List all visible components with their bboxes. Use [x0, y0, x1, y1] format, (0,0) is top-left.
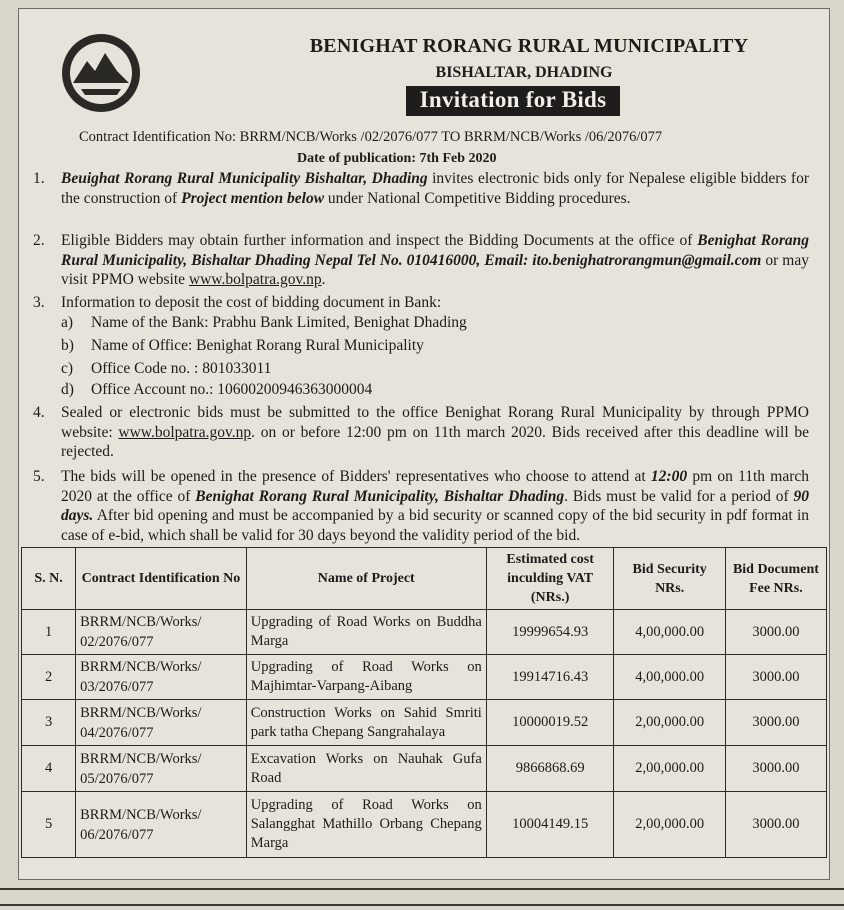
col-header-bid-security: Bid Security NRs. — [614, 548, 725, 610]
bids-table — [21, 547, 827, 858]
cell-document-fee: 3000.00 — [725, 610, 826, 655]
cell-project: Construction Works on Sahid Smriti park tatha Chepang Sangrahalaya — [246, 700, 486, 746]
opening-time: 12:00 — [650, 468, 688, 485]
paragraph-3 — [33, 293, 809, 313]
item-label: a) — [61, 314, 74, 331]
notice-header — [159, 35, 819, 116]
item-label: b) — [61, 337, 74, 354]
col-header-project: Name of Project — [246, 548, 486, 610]
paragraph-text: After bid opening and must be accompanied by a bid security or scanned copy of the bid security in pdf format in case of e-bid, which shall be valid for 30 days beyond the validity period of the bid. — [61, 507, 809, 544]
publication-date: Date of publication: 7th Feb 2020 — [297, 151, 497, 166]
government-emblem-icon — [59, 31, 143, 115]
cell-document-fee: 3000.00 — [725, 792, 826, 858]
cell-contract-id: BRRM/NCB/Works/ 02/2076/077 — [76, 610, 247, 655]
cell-sn: 4 — [22, 746, 76, 792]
cell-document-fee: 3000.00 — [725, 746, 826, 792]
municipality-title: BENIGHAT RORANG RURAL MUNICIPALITY — [309, 35, 749, 57]
cell-sn: 5 — [22, 792, 76, 858]
paragraph-text: under National Competitive Bidding procedures. — [324, 189, 631, 207]
cell-project: Upgrading of Road Works on Majhimtar-Varpang-Aibang — [246, 655, 486, 700]
website-link[interactable]: www.bolpatra.gov.np — [118, 423, 252, 441]
paragraph-text: Information to deposit the cost of bidding document in Bank: — [61, 294, 442, 311]
cell-estimated-cost: 10000019.52 — [486, 700, 614, 746]
cell-estimated-cost: 9866868.69 — [486, 746, 614, 792]
website-link[interactable]: www.bolpatra.gov.np — [188, 271, 322, 288]
table-row — [22, 655, 827, 700]
municipality-location: BISHALTAR, DHADING — [435, 64, 613, 81]
bank-detail-item — [61, 360, 271, 378]
cell-estimated-cost: 19999654.93 — [486, 610, 614, 655]
cell-sn: 3 — [22, 700, 76, 746]
col-header-document-fee: Bid Document Fee NRs. — [725, 548, 826, 610]
cell-bid-security: 4,00,000.00 — [614, 655, 725, 700]
paragraph-text: . — [321, 271, 326, 288]
cell-estimated-cost: 10004149.15 — [486, 792, 614, 858]
table-row — [22, 746, 827, 792]
project-reference: Project mention below — [181, 189, 325, 207]
table-row — [22, 610, 827, 655]
paragraph-number: 2. — [33, 232, 45, 249]
paragraph-text: . on or before 12:00 pm on 11th march 2020. Bids received after this deadline will be rejected. — [61, 423, 810, 460]
cell-contract-id: BRRM/NCB/Works/ 03/2076/077 — [76, 655, 247, 700]
item-label: c) — [61, 360, 74, 377]
paragraph-number: 1. — [33, 170, 45, 187]
col-header-estimated-cost: Estimated cost inculding VAT (NRs.) — [486, 548, 614, 610]
paragraph-4 — [33, 403, 809, 462]
paragraph-text: Eligible Bidders may obtain further information and inspect the Bidding Documents at the office of — [61, 232, 698, 249]
cell-bid-security: 2,00,000.00 — [614, 792, 725, 858]
paragraph-1 — [33, 169, 809, 208]
bank-detail-item — [61, 381, 372, 399]
cell-project: Excavation Works on Nauhak Gufa Road — [246, 746, 486, 792]
item-text: Office Account no.: 10600200946363000004 — [91, 381, 373, 398]
cell-document-fee: 3000.00 — [725, 700, 826, 746]
page-divider — [0, 888, 844, 890]
cell-contract-id: BRRM/NCB/Works/ 06/2076/077 — [76, 792, 247, 858]
table-header-row — [22, 548, 827, 610]
table-row — [22, 792, 827, 858]
paragraph-text: The bids will be opened in the presence of Bidders' representatives who choose to attend at — [61, 468, 651, 485]
paragraph-5 — [33, 467, 809, 545]
cell-bid-security: 2,00,000.00 — [614, 700, 725, 746]
cell-sn: 2 — [22, 655, 76, 700]
table-row — [22, 700, 827, 746]
municipality-name: Beuighat Rorang Rural Municipality Bishaltar, Dhading — [61, 170, 428, 187]
cell-document-fee: 3000.00 — [725, 655, 826, 700]
office-name: Benighat Rorang Rural Municipality, Bishaltar Dhading — [195, 487, 565, 505]
cell-project: Upgrading of Road Works on Buddha Marga — [246, 610, 486, 655]
bank-detail-item — [61, 337, 424, 355]
paragraph-number: 3. — [33, 294, 45, 311]
cell-estimated-cost: 19914716.43 — [486, 655, 614, 700]
paragraph-text: pm on 11th march 2020 at the office of — [61, 468, 809, 505]
item-text: Name of the Bank: Prabhu Bank Limited, Benighat Dhading — [91, 314, 467, 331]
contract-identification: Contract Identification No: BRRM/NCB/Works /02/2076/077 TO BRRM/NCB/Works /06/2076/077 — [79, 129, 663, 145]
paragraph-text: Sealed or electronic bids must be submitted to the office Benighat Rorang Rural Municipality by through PPMO website: — [61, 404, 809, 441]
cell-sn: 1 — [22, 610, 76, 655]
col-header-sn: S. N. — [22, 548, 76, 610]
paragraph-text: invites electronic bids only for Nepalese eligible bidders for the construction of — [61, 170, 809, 207]
office-contact: Benighat Rorang Rural Municipality, Bishaltar Dhading Nepal Tel No. 010416000, Email: ito.benighatrorangmun@gmail.com — [61, 232, 809, 269]
paragraph-number: 4. — [33, 404, 45, 421]
paragraph-text: . Bids must be valid for a period of — [564, 487, 794, 505]
item-text: Name of Office: Benighat Rorang Rural Municipality — [91, 337, 424, 354]
cell-contract-id: BRRM/NCB/Works/ 05/2076/077 — [76, 746, 247, 792]
page-divider — [0, 904, 844, 906]
item-text: Office Code no. : 801033011 — [91, 360, 272, 377]
notice-banner: Invitation for Bids — [406, 86, 621, 116]
paragraph-2 — [33, 231, 809, 290]
validity-period: 90 days. — [61, 487, 809, 524]
cell-bid-security: 4,00,000.00 — [614, 610, 725, 655]
cell-contract-id: BRRM/NCB/Works/ 04/2076/077 — [76, 700, 247, 746]
bank-detail-item — [61, 314, 467, 332]
item-label: d) — [61, 381, 74, 398]
col-header-contract-id: Contract Identification No — [76, 548, 247, 610]
cell-project: Upgrading of Road Works on Salangghat Mathillo Orbang Chepang Marga — [246, 792, 486, 858]
paragraph-number: 5. — [33, 468, 45, 485]
cell-bid-security: 2,00,000.00 — [614, 746, 725, 792]
paragraph-text: or may visit PPMO website — [61, 251, 809, 288]
notice-page — [18, 8, 830, 880]
